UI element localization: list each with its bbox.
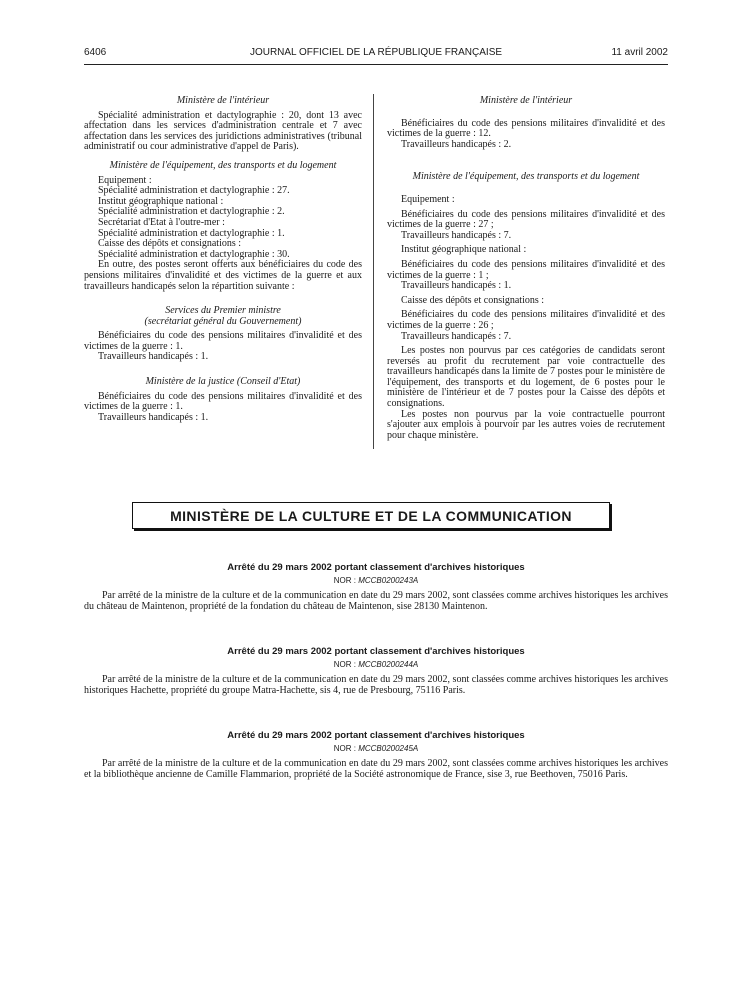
list-line: Secrétariat d'Etat à l'outre-mer : <box>98 216 225 228</box>
paragraph: Les postes non pourvus par la voie contractuelle pourront s'ajouter aux emplois à pourvoir par les autres voies de recrutement pour chaque ministère. <box>387 408 665 441</box>
section-heading: Ministère de l'équipement, des transports et du logement <box>412 171 640 183</box>
paragraph: Bénéficiaires du code des pensions militaires d'invalidité et des victimes de la guerre : 12. <box>387 117 665 140</box>
nor-label: NOR : <box>333 576 356 585</box>
section-heading: Ministère de l'intérieur <box>479 95 573 106</box>
nor-code: MCCB0200245A <box>358 744 419 753</box>
paragraph: En outre, des postes seront offerts aux bénéficiaires du code des pensions militaires d'invalidité et des victimes de la guerre et aux travailleurs handicapés selon la répartition suivante : <box>84 259 362 292</box>
nor-code: MCCB0200244A <box>358 660 419 669</box>
arrete-block <box>84 646 668 696</box>
page-header <box>84 47 668 61</box>
nor-reference <box>84 744 668 753</box>
section-heading: Ministère de l'intérieur <box>176 95 270 106</box>
list-line: Spécialité administration et dactylographie : 2. <box>98 206 285 218</box>
section-heading: Services du Premier ministre <box>165 305 281 317</box>
nor-label: NOR : <box>333 660 356 669</box>
arrete-text: Par arrêté de la ministre de la culture et de la communication en date du 29 mars 2002, sont classées comme archives historiques les archives et la bibliothèque ancienne de Camille Flammarion, propriété de la Société astronomique de France, sise 3, rue Beethoven, 75016 Paris. <box>84 758 668 780</box>
paragraph: Spécialité administration et dactylographie : 20, dont 13 avec affectation dans les services d'administration centrale et 7 avec affectation dans les services des juridictions administratives (tribunal administratif ou cour administrative d'appel de Paris). <box>84 109 362 153</box>
section-heading: Ministère de la justice (Conseil d'Etat) <box>145 376 301 388</box>
list-line: Spécialité administration et dactylographie : 1. <box>98 227 285 239</box>
paragraph: Travailleurs handicapés : 1. <box>98 351 209 363</box>
ministry-banner: MINISTÈRE DE LA CULTURE ET DE LA COMMUNICATION <box>132 502 610 529</box>
right-column <box>387 96 665 441</box>
paragraph: Travailleurs handicapés : 7. <box>401 330 512 342</box>
nor-label: NOR : <box>333 744 356 753</box>
paragraph: Bénéficiaires du code des pensions militaires d'invalidité et des victimes de la guerre : 1 ; <box>387 258 665 281</box>
list-line: Spécialité administration et dactylographie : 27. <box>98 185 290 197</box>
arrete-block <box>84 562 668 612</box>
list-line: Institut géographique national : <box>401 244 527 256</box>
journal-title: JOURNAL OFFICIEL DE LA RÉPUBLIQUE FRANÇAISE <box>249 47 503 58</box>
paragraph: Les postes non pourvus par ces catégories de candidats seront reversés au profit du recrutement par voie contractuelle des travailleurs handicapés dans la limite de 7 postes pour le ministère de l'équipement, des transports et du logement, de 6 postes pour le ministère de l'intérieur et de 7 postes pour la Caisse des dépôts et consignations. <box>387 345 665 410</box>
paragraph: Travailleurs handicapés : 7. <box>401 229 512 241</box>
paragraph: Travailleurs handicapés : 2. <box>401 138 512 150</box>
arrete-title: Arrêté du 29 mars 2002 portant classement d'archives historiques <box>227 730 525 741</box>
list-line: Caisse des dépôts et consignations : <box>401 294 545 306</box>
nor-reference <box>84 576 668 585</box>
list-line: Spécialité administration et dactylographie : 30. <box>98 248 290 260</box>
arrete-title: Arrêté du 29 mars 2002 portant classement d'archives historiques <box>227 646 525 657</box>
paragraph: Travailleurs handicapés : 1. <box>401 280 512 292</box>
arrete-text: Par arrêté de la ministre de la culture et de la communication en date du 29 mars 2002, sont classées comme archives historiques les archives historiques Hachette, propriété du groupe Matra-Hachette, sis 4, rue de Presbourg, 75116 Paris. <box>84 674 668 696</box>
list-line: Institut géographique national : <box>98 195 224 207</box>
list-line: Caisse des dépôts et consignations : <box>98 238 242 250</box>
header-rule <box>84 64 668 65</box>
arrete-title: Arrêté du 29 mars 2002 portant classement d'archives historiques <box>227 562 525 573</box>
nor-reference <box>84 660 668 669</box>
arrete-text: Par arrêté de la ministre de la culture et de la communication en date du 29 mars 2002, sont classées comme archives historiques les archives du château de Maintenon, propriété de la fondation du château de Maintenon, sise 28130 Maintenon. <box>84 590 668 612</box>
paragraph: Bénéficiaires du code des pensions militaires d'invalidité et des victimes de la guerre : 1. <box>84 390 362 413</box>
section-subheading: (secrétariat général du Gouvernement) <box>144 315 302 327</box>
paragraph: Bénéficiaires du code des pensions militaires d'invalidité et des victimes de la guerre : 1. <box>84 330 362 352</box>
paragraph: Bénéficiaires du code des pensions militaires d'invalidité et des victimes de la guerre : 27 ; <box>387 208 665 231</box>
issue-date: 11 avril 2002 <box>611 47 668 58</box>
list-line: Equipement : <box>98 174 152 186</box>
column-divider <box>373 94 374 449</box>
arrete-block <box>84 730 668 780</box>
page-number: 6406 <box>84 47 107 58</box>
paragraph: Bénéficiaires du code des pensions militaires d'invalidité et des victimes de la guerre : 26 ; <box>387 309 665 331</box>
section-heading: Ministère de l'équipement, des transports et du logement <box>109 159 337 171</box>
list-line: Equipement : <box>401 193 455 205</box>
paragraph: Travailleurs handicapés : 1. <box>98 411 209 423</box>
nor-code: MCCB0200243A <box>358 576 419 585</box>
left-column <box>84 96 362 423</box>
